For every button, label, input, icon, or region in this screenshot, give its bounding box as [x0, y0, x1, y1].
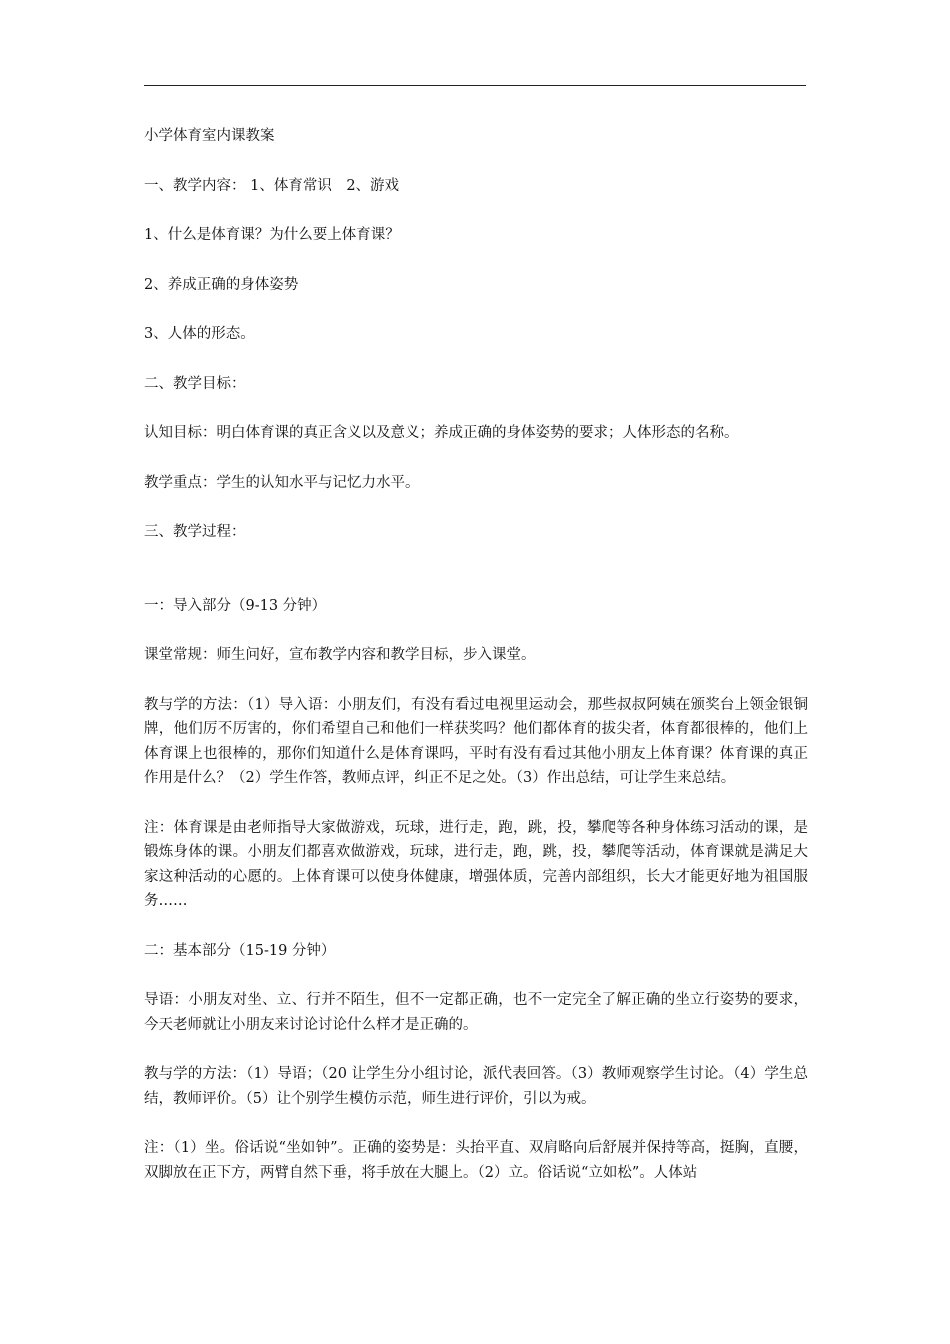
note-paragraph-2: 注：（1）坐。俗话说“坐如钟”。正确的姿势是：头抬平直、双肩略向后舒展并保持等高，挺胸，直腰，双脚放在正下方，两臂自然下垂，将手放在大腿上。（2）立。俗话说“立如松”。人体站: [144, 1140, 808, 1181]
section-teaching-content: 一、教学内容： 1、体育常识 2、游戏: [144, 177, 400, 194]
section-teaching-process: 三、教学过程：: [144, 524, 246, 540]
list-item-1: 1、什么是体育课？为什么要上体育课？: [144, 227, 400, 243]
part-basic-heading: 二：基本部分（15-19 分钟）: [144, 942, 336, 959]
list-item-3: 3、人体的形态。: [144, 326, 255, 342]
doc-title: 小学体育室内课教案: [144, 128, 275, 144]
section-teaching-goals: 二、教学目标：: [144, 375, 246, 392]
part-intro-heading: 一：导入部分（9-13 分钟）: [144, 597, 327, 614]
list-item-2: 2、养成正确的身体姿势: [144, 276, 299, 293]
note-paragraph-1: 注：体育课是由老师指导大家做游戏，玩球，进行走，跑，跳，投，攀爬等各种身体练习活动的课，是锻炼身体的课。小朋友们都喜欢做游戏，玩球，进行走，跑，跳，投，攀爬等活动，体育课就是满足大家这种活动的心愿的。上体育课可以使身体健康，增强体质，完善内部组织，长大才能更好地为祖国服务……: [144, 819, 808, 909]
method-paragraph-1: 教与学的方法：（1）导入语：小朋友们，有没有看过电视里运动会，那些叔叔阿姨在颁奖台上领金银铜牌，他们厉不厉害的，你们希望自己和他们一样获奖吗？他们都体育的拔尖者，体育都很棒的，他们上体育课上也很棒的，那你们知道什么是体育课吗，平时有没有看过其他小朋友上体育课？体育课的真正作用是什么？（2）学生作答，教师点评，纠正不足之处。（3）作出总结，可让学生来总结。: [144, 696, 808, 786]
lead-in-paragraph: 导语：小朋友对坐、立、行并不陌生，但不一定都正确，也不一定完全了解正确的坐立行姿势的要求，今天老师就让小朋友来讨论讨论什么样才是正确的。: [144, 992, 808, 1033]
classroom-routine: 课堂常规：师生问好，宣布教学内容和教学目标，步入课堂。: [144, 647, 536, 663]
teaching-focus: 教学重点：学生的认知水平与记忆力水平。: [144, 474, 420, 491]
method-paragraph-2: 教与学的方法：（1）导语；（20 让学生分小组讨论，派代表回答。（3）教师观察学生讨论。（4）学生总结，教师评价。（5）让个别学生模仿示范，师生进行评价，引以为戒。: [144, 1066, 808, 1107]
cognitive-goal: 认知目标：明白体育课的真正含义以及意义；养成正确的身体姿势的要求；人体形态的名称。: [144, 425, 739, 441]
header-rule: [144, 85, 806, 86]
document-body: [144, 124, 808, 1210]
